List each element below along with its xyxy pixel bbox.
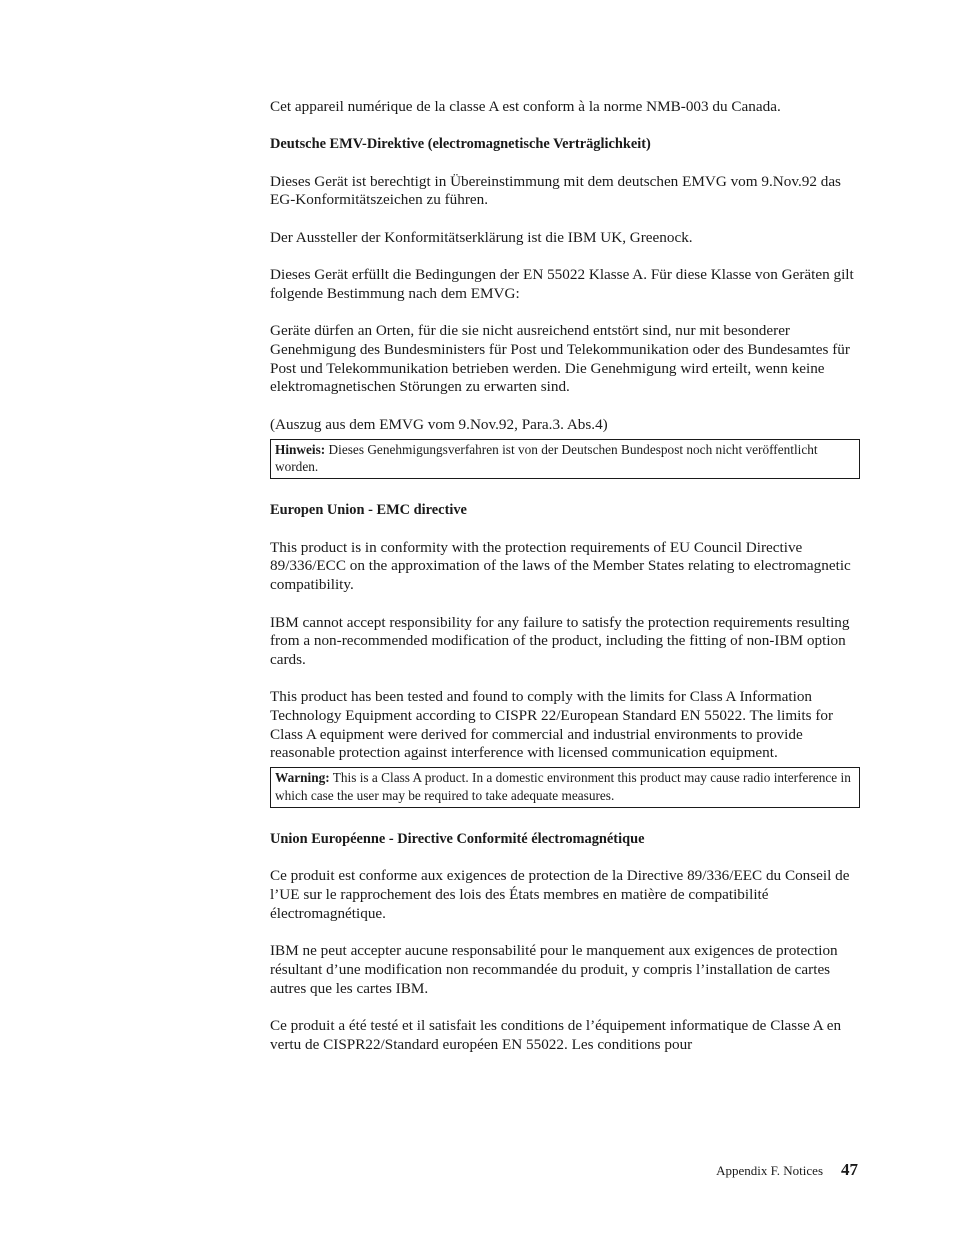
note-text: Dieses Genehmigungsverfahren ist von der Deutschen Bundespost noch nicht veröffentlicht worden. [275,441,818,474]
eu-paragraph-2: IBM cannot accept responsibility for any failure to satisfy the protection requirements resulting from a non-recommended modification of the product, including the fitting of non-IBM option cards. [270,613,850,668]
footer-section-title: Appendix F. Notices [716,1163,823,1178]
canada-compliance-paragraph: Cet appareil numérique de la classe A est conform à la norme NMB-003 du Canada. [270,98,781,115]
warning-text: This is a Class A product. In a domestic environment this product may cause radio interference in which case the user may be required to take adequate measures. [275,770,851,803]
german-paragraph-2: Der Aussteller der Konformitätserklärung ist die IBM UK, Greenock. [270,228,693,246]
german-paragraph-5: (Auszug aus dem EMVG vom 9.Nov.92, Para.3. Abs.4) [270,415,608,433]
warning-label: Warning: [275,770,330,786]
german-emv-heading: Deutsche EMV-Direktive (electromagnetische Verträglichkeit) [270,136,651,153]
french-paragraph-3: Ce produit a été testé et il satisfait les conditions de l’équipement informatique de Classe A en vertu de CISPR22/Standard européen EN 55022. Les conditions pour [270,1016,842,1053]
eu-paragraph-3: This product has been tested and found to comply with the limits for Class A Information Technology Equipment according to CISPR 22/European Standard EN 55022. The limits for Class A equipment were derived for commercial and industrial environments to provide reasonable protection against interference with licensed communication equipment. [270,688,834,762]
french-paragraph-1: Ce produit est conforme aux exigences de protection de la Directive 89/336/EEC du Conseil de l’UE sur le rapprochement des lois des États membres en matière de compatibilité électromagnétique. [270,867,850,922]
german-paragraph-1: Dieses Gerät ist berechtigt in Übereinstimmung mit dem deutschen EMVG vom 9.Nov.92 das EG-Konformitätszeichen zu führen. [270,172,841,209]
french-paragraph-2: IBM ne peut accepter aucune responsabilité pour le manquement aux exigences de protection résultant d’une modification non recommandée du produit, y compris l’installation de cartes autres que les cartes IBM. [270,942,838,997]
page-number: 47 [841,1160,858,1179]
fr-emc-heading: Union Européenne - Directive Conformité électromagnétique [270,830,645,847]
german-paragraph-4: Geräte dürfen an Orten, für die sie nicht ausreichend entstört sind, nur mit besonderer Genehmigung des Bundesministers für Post und Telekommunikation oder des Bundesamtes für Post und Telekommunikation betrieben werden. Die Genehmigung wird erteilt, wenn keine elektromagnetischen Störungen zu erwarten sind. [270,322,850,396]
note-label: Hinweis: [275,441,326,457]
eu-warning-box [270,767,860,808]
eu-emc-heading: Europen Union - EMC directive [270,502,467,519]
eu-paragraph-1: This product is in conformity with the protection requirements of EU Council Directive 89/336/ECC on the approximation of the laws of the Member States relating to electromagnetic compatibility. [270,538,851,594]
page-footer [716,1160,858,1180]
german-note-box [270,439,860,480]
german-paragraph-3: Dieses Gerät erfüllt die Bedingungen der EN 55022 Klasse A. Für diese Klasse von Geräten gilt folgende Bestimmung nach dem EMVG: [270,266,854,302]
page-content [270,98,860,1054]
